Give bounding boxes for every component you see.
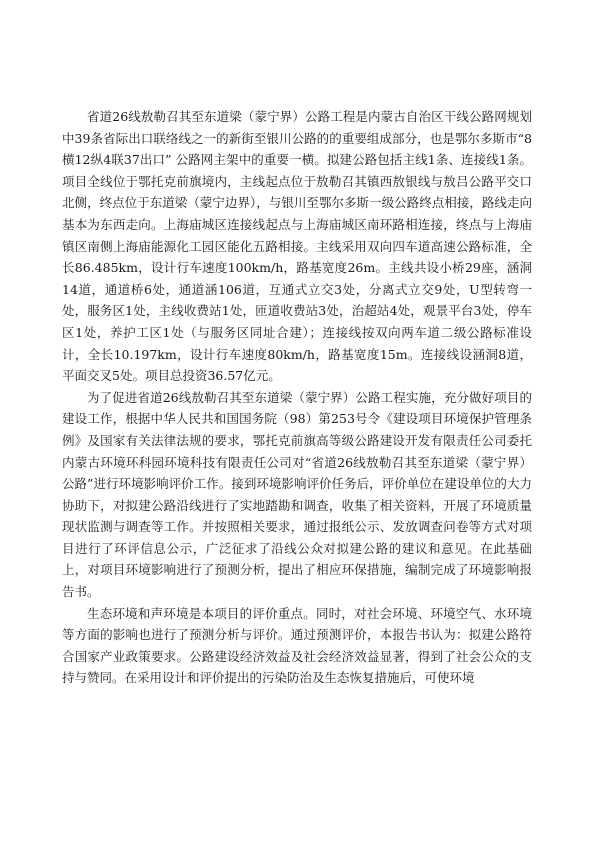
paragraph-eia-process: 为了促进省道26线敖勒召其至东道梁（蒙宁界）公路工程实施，充分做好项目的建设工作，根据中华人民共和国国务院（98）第253号令《建设项目环境保护管理条例》及国家有关法律法规的要求，鄂托克前旗高等级公路建设开发有限责任公司委托内蒙古环境环科园环境科技有限责任公司对“省道26线敖勒召其至东道梁（蒙宁界）公路”进行环境影响评价工作。接到环境影响评价任务后，评价单位在建设单位的大力协助下，对拟建公路沿线进行了实地踏勘和调查，收集了相关资料，开展了环境质量现状监测与调查等工作。并按照相关要求，通过报纸公示、发放调查问卷等方式对项目进行了环评信息公示，广泛征求了沿线公众对拟建公路的建议和意见。在此基础上，对项目环境影响进行了预测分析，提出了相应环保措施，编制完成了环境影响报告书。	[62, 389, 532, 600]
paragraph-project-overview: 省道26线敖勒召其至东道梁（蒙宁界）公路工程是内蒙古自治区干线公路网规划中39条省际出口联络线之一的新街至银川公路的的重要组成部分，也是鄂尔多斯市“8横12纵4联37出口” 公路网主架中的重要一横。拟建公路包括主线1条、连接线1条。项目全线位于鄂托克前旗境内，主线起点位于敖勒召其镇西敖银线与敖吕公路平交口北侧，终点位于东道梁（蒙宁边界），与银川至鄂尔多斯一级公路终点相接，路线走向基本为东西走向。上海庙城区连接线起点与上海庙城区南环路相连接，终点与上海庙镇区南侧上海庙能源化工园区能化五路相接。主线采用双向四车道高速公路标准，全长86.485km，设计行车速度100km/h，路基宽度26m。主线共设小桥29座，涵洞14道，通道桥6处，通道涵106道，互通式立交3处，分离式立交9处，U型转弯一处，服务区1处，主线收费站1处，匝道收费站3处，治超站4处，观景平台3处，停车区1处，养护工区1处（与服务区同址合建）；连接线按双向两车道二级公路标准设计，全长10.197km，设计行车速度80km/h，路基宽度15m。连接线设涵洞8道，平面交叉5处。项目总投资36.57亿元。	[62, 109, 532, 384]
paragraph-evaluation-focus: 生态环境和声环境是本项目的评价重点。同时，对社会环境、环境空气、水环境等方面的影响也进行了预测分析与评价。通过预测评价，本报告书认为：拟建公路符合国家产业政策要求。公路建设经济效益及社会经济效益显著，得到了社会公众的支持与赞同。在采用设计和评价提出的污染防治及生态恢复措施后，可使环境	[62, 605, 532, 686]
document-body	[62, 106, 532, 689]
